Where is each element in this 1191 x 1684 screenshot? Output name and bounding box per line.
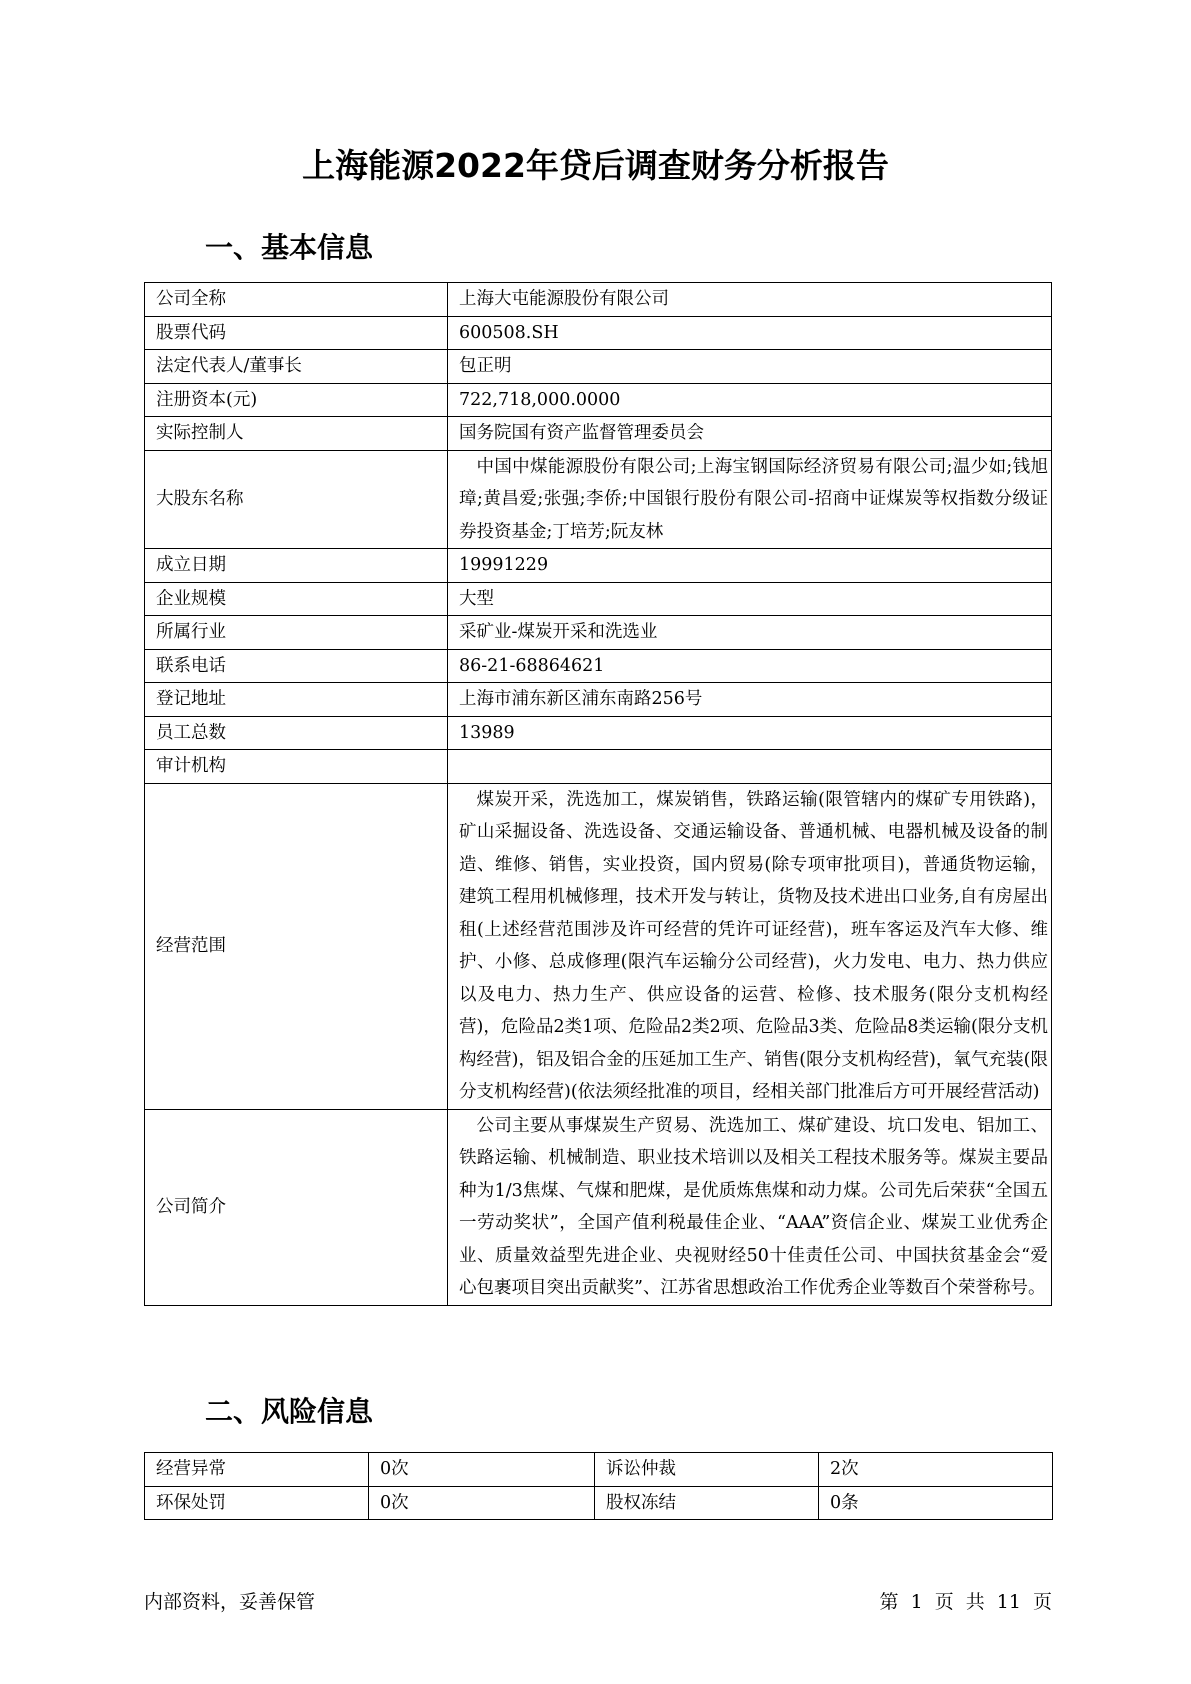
info-value: 600508.SH <box>448 316 1052 350</box>
info-value: 煤炭开采，洗选加工，煤炭销售，铁路运输(限管辖内的煤矿专用铁路)，矿山采掘设备、洗选设备、交通运输设备、普通机械、电器机械及设备的制造、维修、销售，实业投资，国内贸易(除专项审批项目)，普通货物运输，建筑工程用机械修理，技术开发与转让，货物及技术进出口业务,自有房屋出租(上述经营范围涉及许可经营的凭许可证经营)，班车客运及汽车大修、维护、小修、总成修理(限汽车运输分公司经营)，火力发电、电力、热力供应以及电力、热力生产、供应设备的运营、检修、技术服务(限分支机构经营)，危险品2类1项、危险品2类2项、危险品3类、危险品8类运输(限分支机构经营)，铝及铝合金的压延加工生产、销售(限分支机构经营)，氧气充装(限分支机构经营)(依法须经批准的项目，经相关部门批准后方可开展经营活动) <box>448 783 1052 1109</box>
info-key: 公司全称 <box>145 283 448 317</box>
info-value: 国务院国有资产监督管理委员会 <box>448 417 1052 451</box>
info-key: 所属行业 <box>145 616 448 650</box>
info-value: 19991229 <box>448 549 1052 583</box>
section-heading-risk-info: 二、风险信息 <box>205 1395 374 1428</box>
table-row <box>145 1109 1052 1305</box>
table-row <box>145 383 1052 417</box>
risk-key: 经营异常 <box>145 1453 369 1487</box>
page-number: 第 1 页 共 11 页 <box>879 1591 1052 1613</box>
info-value: 722,718,000.0000 <box>448 383 1052 417</box>
table-row <box>145 450 1052 549</box>
risk-value: 0次 <box>369 1453 595 1487</box>
risk-value: 2次 <box>819 1453 1053 1487</box>
info-value: 包正明 <box>448 350 1052 384</box>
table-row <box>145 716 1052 750</box>
table-row <box>145 283 1052 317</box>
table-row <box>145 1486 1053 1520</box>
info-key: 实际控制人 <box>145 417 448 451</box>
info-value <box>448 750 1052 784</box>
info-key: 登记地址 <box>145 683 448 717</box>
info-key: 公司简介 <box>145 1109 448 1305</box>
table-row <box>145 417 1052 451</box>
info-key: 审计机构 <box>145 750 448 784</box>
risk-value: 0次 <box>369 1486 595 1520</box>
info-key: 联系电话 <box>145 649 448 683</box>
risk-value: 0条 <box>819 1486 1053 1520</box>
table-row <box>145 350 1052 384</box>
risk-key: 环保处罚 <box>145 1486 369 1520</box>
risk-key: 诉讼仲裁 <box>595 1453 819 1487</box>
info-value: 采矿业-煤炭开采和洗选业 <box>448 616 1052 650</box>
table-row <box>145 649 1052 683</box>
table-row <box>145 683 1052 717</box>
table-row <box>145 750 1052 784</box>
info-key: 注册资本(元) <box>145 383 448 417</box>
risk-info-table <box>144 1452 1053 1520</box>
info-value: 上海大屯能源股份有限公司 <box>448 283 1052 317</box>
info-value: 大型 <box>448 582 1052 616</box>
table-row <box>145 1453 1053 1487</box>
risk-key: 股权冻结 <box>595 1486 819 1520</box>
section-heading-basic-info: 一、基本信息 <box>205 231 374 264</box>
info-key: 经营范围 <box>145 783 448 1109</box>
info-key: 员工总数 <box>145 716 448 750</box>
info-value: 公司主要从事煤炭生产贸易、洗选加工、煤矿建设、坑口发电、铝加工、铁路运输、机械制造、职业技术培训以及相关工程技术服务等。煤炭主要品种为1/3焦煤、气煤和肥煤，是优质炼焦煤和动力煤。公司先后荣获“全国五一劳动奖状”，全国产值利税最佳企业、“AAA”资信企业、煤炭工业优秀企业、质量效益型先进企业、央视财经50十佳责任公司、中国扶贫基金会“爱心包裹项目突出贡献奖”、江苏省思想政治工作优秀企业等数百个荣誉称号。 <box>448 1109 1052 1305</box>
info-value: 86-21-68864621 <box>448 649 1052 683</box>
info-key: 大股东名称 <box>145 450 448 549</box>
table-row <box>145 783 1052 1109</box>
report-title: 上海能源2022年贷后调查财务分析报告 <box>302 146 889 185</box>
info-key: 法定代表人/董事长 <box>145 350 448 384</box>
info-key: 企业规模 <box>145 582 448 616</box>
info-value: 中国中煤能源股份有限公司;上海宝钢国际经济贸易有限公司;温少如;钱旭璋;黄昌爱;张强;李侨;中国银行股份有限公司-招商中证煤炭等权指数分级证券投资基金;丁培芳;阮友林 <box>448 450 1052 549</box>
info-value: 13989 <box>448 716 1052 750</box>
info-value: 上海市浦东新区浦东南路256号 <box>448 683 1052 717</box>
table-row <box>145 549 1052 583</box>
table-row <box>145 316 1052 350</box>
basic-info-table <box>144 282 1052 1306</box>
table-row <box>145 582 1052 616</box>
footer-confidential-note: 内部资料，妥善保管 <box>144 1591 316 1613</box>
info-key: 成立日期 <box>145 549 448 583</box>
info-key: 股票代码 <box>145 316 448 350</box>
table-row <box>145 616 1052 650</box>
